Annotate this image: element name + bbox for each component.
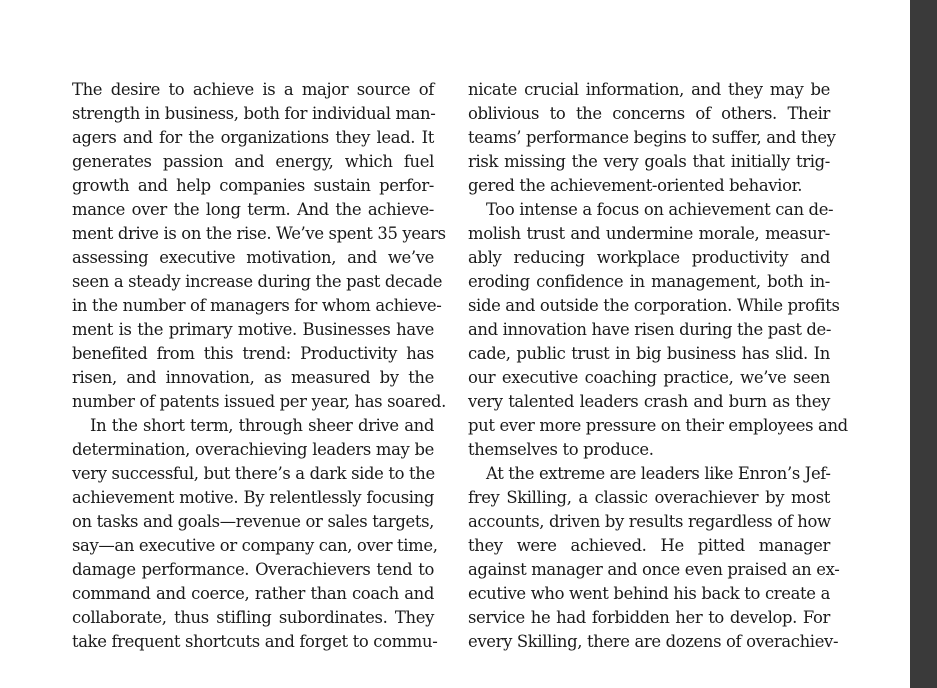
vertical-scrollbar[interactable]	[910, 0, 937, 688]
text-line: Too intense a focus on achievement can de-	[486, 200, 834, 219]
text-line: assessing executive motivation, and we’ve	[72, 248, 434, 267]
text-line: side and outside the corporation. While profits	[468, 296, 840, 315]
text-line: against manager and once even praised an ex-	[468, 560, 840, 579]
text-line: eroding confidence in management, both in-	[468, 272, 830, 291]
text-line: accounts, driven by results regardless of how	[468, 512, 831, 531]
text-line: say—an executive or company can, over time,	[72, 536, 438, 555]
text-line: they were achieved. He pitted manager	[468, 536, 830, 555]
text-line: our executive coaching practice, we’ve seen	[468, 368, 830, 387]
text-line: determination, overachieving leaders may be	[72, 440, 434, 459]
text-line: agers and for the organizations they lead. It	[72, 128, 434, 147]
text-line: very talented leaders crash and burn as they	[468, 392, 830, 411]
text-line: put ever more pressure on their employees and	[468, 416, 848, 435]
text-line: oblivious to the concerns of others. Their	[468, 104, 830, 123]
text-line: service he had forbidden her to develop. For	[468, 608, 830, 627]
text-line: nicate crucial information, and they may be	[468, 80, 830, 99]
text-line: gered the achievement-oriented behavior.	[468, 176, 803, 195]
text-line: collaborate, thus stifling subordinates. They	[72, 608, 434, 627]
text-line: ment is the primary motive. Businesses have	[72, 320, 434, 339]
text-line: ment drive is on the rise. We’ve spent 35 years	[72, 224, 446, 243]
text-line: every Skilling, there are dozens of overachiev-	[468, 632, 839, 651]
text-line: very successful, but there’s a dark side to the	[72, 464, 435, 483]
text-line: At the extreme are leaders like Enron’s Jef-	[486, 464, 831, 483]
text-line: number of patents issued per year, has soared.	[72, 392, 446, 411]
left-column	[72, 78, 446, 654]
text-line: strength in business, both for individual man-	[72, 104, 436, 123]
text-line: on tasks and goals—revenue or sales targets,	[72, 512, 434, 531]
text-line: growth and help companies sustain perfor-	[72, 176, 434, 195]
text-line: achievement motive. By relentlessly focusing	[72, 488, 434, 507]
text-line: teams’ performance begins to suffer, and they	[468, 128, 836, 147]
text-line: risen, and innovation, as measured by the	[72, 368, 434, 387]
text-line: and innovation have risen during the past de-	[468, 320, 832, 339]
text-line: molish trust and undermine morale, measur-	[468, 224, 830, 243]
text-line: ably reducing workplace productivity and	[468, 248, 830, 267]
text-line: in the number of managers for whom achieve-	[72, 296, 442, 315]
text-line: generates passion and energy, which fuel	[72, 152, 434, 171]
text-line: ecutive who went behind his back to create a	[468, 584, 830, 603]
text-line: themselves to produce.	[468, 440, 654, 459]
text-line: risk missing the very goals that initially trig-	[468, 152, 830, 171]
text-line: command and coerce, rather than coach and	[72, 584, 434, 603]
text-line: frey Skilling, a classic overachiever by most	[468, 488, 830, 507]
text-line: In the short term, through sheer drive and	[90, 416, 434, 435]
text-line: take frequent shortcuts and forget to commu-	[72, 632, 438, 651]
text-line: cade, public trust in big business has slid. In	[468, 344, 830, 363]
text-line: benefited from this trend: Productivity has	[72, 344, 434, 363]
text-line: seen a steady increase during the past decade	[72, 272, 443, 291]
right-column	[468, 78, 848, 654]
text-line: damage performance. Overachievers tend to	[72, 560, 434, 579]
text-line: The desire to achieve is a major source of	[72, 80, 434, 99]
text-line: mance over the long term. And the achieve-	[72, 200, 434, 219]
